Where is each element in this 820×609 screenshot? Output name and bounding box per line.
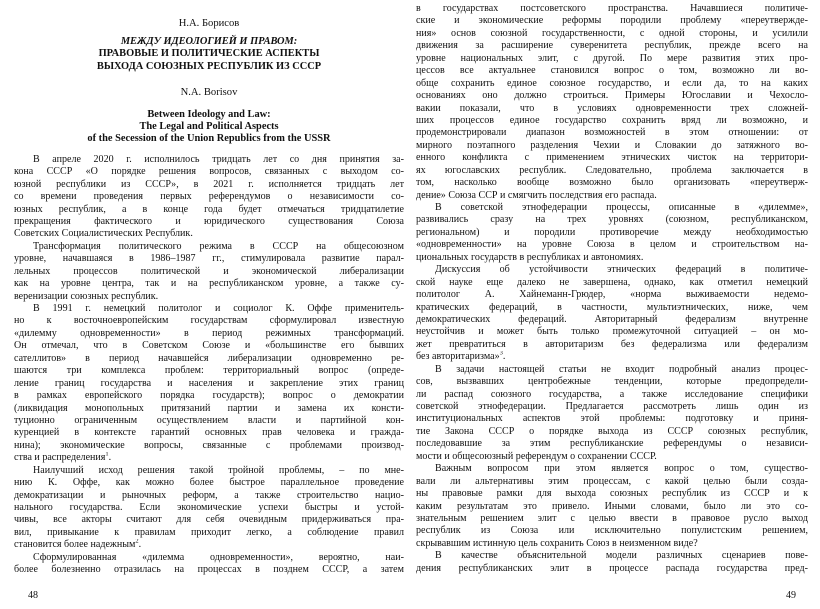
title-line: МЕЖДУ ИДЕОЛОГИЕЙ И ПРАВОМ: <box>120 36 298 47</box>
text-line: Он отмечал, что в Советском Союзе и «большинстве его бывших <box>14 340 404 352</box>
text-line: каким результатам это привело. Иными словами, было ли это со- <box>416 500 808 512</box>
text-line: Трансформация политического режима в СССР на общесоюзном <box>33 240 404 252</box>
line-text: становится более надежным <box>14 539 136 551</box>
footnote-ref: 3 <box>499 351 503 357</box>
text-line: енного конфликта с применением этнических чисток на территори- <box>416 152 808 164</box>
article-title-english <box>14 109 404 146</box>
text-line: как на уровне центра, так и на республиканском уровне, а также су- <box>14 278 404 290</box>
text-line: демократизации и рыночных реформ, а также строительство нацио- <box>14 489 404 501</box>
text-line: «одновременности» на уровне Союза в целом и строительством на- <box>416 239 808 251</box>
text-line: более болезненно отразилась на процессах в позднем СССР, а затем <box>14 564 404 576</box>
text-line: региональном) и породили противоречие между необходимостью <box>416 226 808 238</box>
author-russian: Н.А. Борисов <box>178 18 240 29</box>
text-line: ях югославских республик. Следовательно, проблема заключается в <box>416 164 808 176</box>
text-line: Дискуссия об устойчивости этнических федераций в политиче- <box>435 264 808 276</box>
text-line: дения республиканских элит в процессе распада государства пред- <box>416 562 808 574</box>
title-line: of the Secession of the Union Republics from the USSR <box>87 133 331 145</box>
text-line: В апреле 2020 г. исполнилось тридцать лет со дня принятия за- <box>33 153 404 165</box>
author-english: N.A. Borisov <box>180 86 238 98</box>
text-line: со времени проведения первых референдумов о независимости со- <box>14 191 404 203</box>
text-line: веренизации союзных республик. <box>14 290 159 302</box>
text-line: вакии показали, что в условиях одновременности трех сложней- <box>416 102 808 114</box>
text-line: ны правовые рамки для выхода союзных республик из СССР и к <box>416 488 808 500</box>
text-line: в рамках европейского порядка государств); вопрос о демократии <box>14 390 404 402</box>
text-line: В задачи настоящей статьи не входит подробный анализ процес- <box>435 363 808 375</box>
text-line: сов, вызвавших центробежные тенденции, которые предопредели- <box>416 376 808 388</box>
text-line: «дилемму одновременности» в период режимных трансформаций. <box>14 327 404 339</box>
text-line: республик из Союза или исключительно популистским решением, <box>416 525 808 537</box>
text-line: политолог А. Хайнеманн-Грюдер, «норма выживаемости недемо- <box>416 289 808 301</box>
article-title-russian <box>14 36 404 73</box>
text-line: обще сохранить единое союзное государство, и если да, то на каких <box>416 77 808 89</box>
text-line: советской этнофедерации. Предлагается рассмотреть лишь один из <box>416 401 808 412</box>
text-line: туционно ограниченным осуществлением власти и партийной кон- <box>14 414 404 426</box>
text-line: нина); экономические вопросы, связанные с проблемами производ- <box>14 439 404 451</box>
text-line: становится более надежным$^2$. <box>14 539 142 551</box>
footnote-ref: 1 <box>105 452 109 458</box>
text-line: мирного поэтапного разделения Чехии и Словакии до затяжного во- <box>416 139 808 151</box>
text-line: мости и общесоюзный референдум о сохранении СССР. <box>416 450 657 462</box>
text-line: ление границ государства и населения и закрепление этих границ <box>14 377 404 389</box>
text-line: но к восточноевропейским государствам сформулировал известную <box>14 315 404 327</box>
text-line: дение» Союза ССР и смягчить последствия его распада. <box>416 189 657 201</box>
text-line: последовавшие за этим республиканские референдумы о независи- <box>416 438 808 450</box>
text-line: ства и распределения$^1$. <box>14 452 112 464</box>
text-line: В 1991 г. немецкий политолог и социолог К. Оффе применитель- <box>33 303 404 315</box>
text-line: знательным решением элит с целью ввести в правовое русло выход <box>416 512 808 524</box>
text-line: институциональных аспектов этой проблемы: подготовку и приня- <box>416 413 808 425</box>
text-line: В советской этнофедерации процессы, описанные в «дилемме», <box>435 202 808 213</box>
text-line: жет превратиться в авторитаризм без федерализма или федерализм <box>416 338 808 350</box>
text-line: ские и экономические реформы породили проблему «переутвержде- <box>416 15 808 27</box>
text-line: ли распад союзного государства, а также исследование специфики <box>416 388 808 400</box>
text-line: вил, привыкание к правилам приходит легко, а соблюдение правил <box>14 526 404 538</box>
body-text <box>14 154 404 577</box>
text-line: кона СССР «О порядке решения вопросов, связанных с выходом со- <box>14 166 404 178</box>
text-line: Советских Социалистических Республик. <box>14 228 193 240</box>
text-line: нию К. Оффе, как можно более быстрое параллельное проведение <box>14 477 404 489</box>
text-line: том, насколько вообще возможно было организовать «переутверж- <box>416 177 808 189</box>
title-line: The Legal and Political Aspects <box>139 121 279 133</box>
title-line: Between Ideology and Law: <box>147 108 271 120</box>
text-line: куренцией в контексте гарантий основных прав человека и гражда- <box>14 427 404 439</box>
text-line: Важным вопросом при этом является вопрос о том, существо- <box>435 463 808 475</box>
text-line: ния» основ союзной государственности, с одной стороны, и усилили <box>416 27 808 39</box>
text-line: В качестве объяснительной модели различных сценариев пове- <box>435 550 808 562</box>
text-line: ших процессов единое государство сохранить вряд ли возможно, и <box>416 114 808 126</box>
text-line: уровне, начавшаяся в 1986–1987 гг., стимулировала развитие парал- <box>14 253 404 265</box>
title-line: ВЫХОДА СОЮЗНЫХ РЕСПУБЛИК ИЗ СССР <box>96 60 322 72</box>
text-line: Сформулированная «дилемма одновременности», вероятно, наи- <box>33 551 404 563</box>
text-line: продемонстрировали диапазон возможностей в этом отношении: от <box>416 127 808 139</box>
text-line: Наилучший исход решения такой тройной проблемы, – по мне- <box>33 464 404 476</box>
line-text: без авторитаризма» <box>416 351 500 363</box>
text-line: уровне национальных элит, с другой. По мере развития этих про- <box>416 52 808 64</box>
text-line: лельных процессов политической и экономической либерализации <box>14 265 404 277</box>
page-number-left: 48 <box>28 590 38 601</box>
text-line: нального государства. Если экономические успехи быстры и устой- <box>14 502 404 514</box>
text-line: сателлитов» в период начавшейся либерализации одновременно ре- <box>14 352 404 364</box>
text-line: без авторитаризма»$^3$. <box>416 351 506 363</box>
line-text: ства и распределения <box>14 452 106 464</box>
body-text <box>416 0 808 575</box>
text-line: шаются три комплекса проблем: территориальный вопрос (опреде- <box>14 365 404 377</box>
text-line: юзных республик, а в конце года будет отмечаться тридцатилетие <box>14 203 404 215</box>
right-page <box>416 0 808 609</box>
text-line: развивались сразу на трех уровнях (союзном, республиканском, <box>416 214 808 226</box>
text-line: прекращения фактического и юридического существования Союза <box>14 215 404 227</box>
text-line: (ликвидация монопольных притязаний партии и замена их консти- <box>14 402 404 414</box>
text-line: в государствах постсоветского пространства. Начавшиеся политиче- <box>416 3 808 14</box>
text-line: ской науке еще далеко не завершена, однако, как отметил немецкий <box>416 276 808 288</box>
text-line: вали ли альтернативы этим процессам, с какой целью были созда- <box>416 475 808 487</box>
text-line: неустойчив и может быть только промежуточной ситуацией – он мо- <box>416 326 808 338</box>
text-line: тие Закона СССР о порядке выхода из СССР союзных республик, <box>416 425 808 437</box>
text-line: демократических федераций. Авторитарный федерализм внутренне <box>416 313 808 325</box>
page-number-right: 49 <box>786 590 796 601</box>
footnote-ref: 2 <box>135 539 139 545</box>
title-line: ПРАВОВЫЕ И ПОЛИТИЧЕСКИЕ АСПЕКТЫ <box>98 48 320 60</box>
text-line: циональных государств в республиках и автономиях. <box>416 251 644 263</box>
text-line: цессов все актуальнее становился вопрос о том, возможно ли во- <box>416 65 808 77</box>
text-line: движения за расширение суверенитета республик, прежде всего на <box>416 40 808 52</box>
text-line: кратических федераций, в частности, мультиэтнических, ниже, чем <box>416 301 808 313</box>
text-line: чивы, все акторы считают для себя очевидным придерживаться пра- <box>14 514 404 526</box>
left-page <box>14 0 404 609</box>
text-line: юзной республики из СССР», в 2021 г. исполняется тридцать лет <box>14 178 404 190</box>
text-line: скрывавшим истинную цель сохранить Союз в неизменном виде? <box>416 537 698 549</box>
text-line: основаниях оно должно строиться. Примеры Югославии и Чехосло- <box>416 90 808 102</box>
